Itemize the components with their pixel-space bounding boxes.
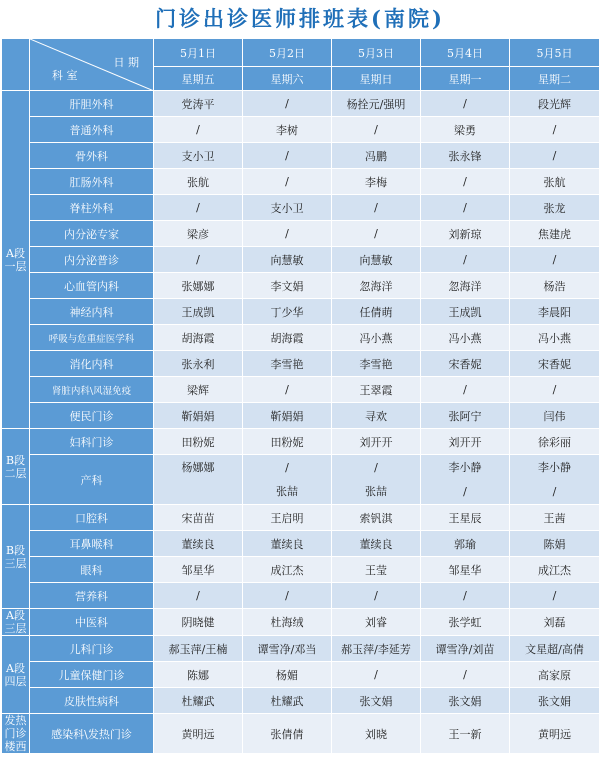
- doctor-cell: /: [421, 662, 510, 688]
- doctor-cell: 张文娟: [421, 688, 510, 714]
- table-row: [2, 325, 600, 351]
- doctor-cell: /: [243, 583, 332, 609]
- doctor-cell: 陈娜: [154, 662, 243, 688]
- doctor-cell: 王莹: [332, 557, 421, 583]
- section-label: A段四层: [2, 636, 30, 714]
- doctor-cell: /: [510, 143, 600, 169]
- doctor-cell: 张永利: [154, 351, 243, 377]
- doctor-cell: 梁辉: [154, 377, 243, 403]
- doctor-cell: 梁彦: [154, 221, 243, 247]
- doctor-cell: /: [154, 117, 243, 143]
- doctor-cell: 胡海霞: [243, 325, 332, 351]
- doctor-cell: 张航: [510, 169, 600, 195]
- doctor-cell: 杨拴元/强明: [332, 91, 421, 117]
- doctor-cell: 冯小燕: [332, 325, 421, 351]
- doctor-cell: /: [154, 583, 243, 609]
- doctor-cell: 成江杰: [243, 557, 332, 583]
- table-row: [2, 195, 600, 221]
- doctor-cell: 刘开开: [332, 429, 421, 455]
- doctor-cell: /: [421, 169, 510, 195]
- table-row: [2, 583, 600, 609]
- dept-name: 内分泌专家: [30, 221, 154, 247]
- date-header: 5月3日: [332, 39, 421, 67]
- doctor-cell: 谭雪净/刘苗: [421, 636, 510, 662]
- doctor-cell: [510, 455, 600, 505]
- date-header: 5月5日: [510, 39, 600, 67]
- dept-name: 营养科: [30, 583, 154, 609]
- doctor-cell: 王翠霞: [332, 377, 421, 403]
- section-label: A段三层: [2, 609, 30, 636]
- dept-name: 儿童保健门诊: [30, 662, 154, 688]
- doctor-cell: 李梅: [332, 169, 421, 195]
- doctor-cell: 阴晓健: [154, 609, 243, 636]
- doctor-cell: 闫伟: [510, 403, 600, 429]
- dept-name: 产科: [30, 455, 154, 505]
- doctor-cell: 忽海洋: [332, 273, 421, 299]
- doctor-cell: /: [332, 662, 421, 688]
- doctor-cell: 徐彩丽: [510, 429, 600, 455]
- doctor-cell: [154, 455, 243, 505]
- dept-axis-label: 科 室: [52, 69, 78, 82]
- doctor-cell: 李雪艳: [332, 351, 421, 377]
- dept-name: 肝胆外科: [30, 91, 154, 117]
- date-axis-label: 日 期: [113, 56, 139, 69]
- doctor-cell: 王星辰: [421, 505, 510, 531]
- doctor-cell: /: [510, 377, 600, 403]
- doctor-cell: 刘新琼: [421, 221, 510, 247]
- section-label: B段二层: [2, 429, 30, 505]
- table-row: [2, 505, 600, 531]
- table-row: [2, 609, 600, 636]
- doctor-cell: /: [332, 117, 421, 143]
- dept-name: 骨外科: [30, 143, 154, 169]
- doctor-cell: 张文娟: [332, 688, 421, 714]
- dept-name: 便民门诊: [30, 403, 154, 429]
- dept-name: 皮肤性病科: [30, 688, 154, 714]
- doctor-cell: /: [421, 583, 510, 609]
- doctor-cell: 杜海绒: [243, 609, 332, 636]
- doctor-cell: 田粉妮: [243, 429, 332, 455]
- doctor-cell: 李晨阳: [510, 299, 600, 325]
- date-header: 5月1日: [154, 39, 243, 67]
- doctor-cell: 成江杰: [510, 557, 600, 583]
- doctor-cell: 冯鹏: [332, 143, 421, 169]
- doctor-cell: 宋香妮: [421, 351, 510, 377]
- table-row: [2, 531, 600, 557]
- dept-name: 中医科: [30, 609, 154, 636]
- doctor-cell: /: [332, 583, 421, 609]
- doctor-name: 张喆: [365, 484, 387, 498]
- doctor-cell: 李文娟: [243, 273, 332, 299]
- doctor-cell: 杜耀武: [243, 688, 332, 714]
- doctor-cell: 冯小燕: [421, 325, 510, 351]
- doctor-cell: 谭雪净/邓当: [243, 636, 332, 662]
- doctor-cell: [332, 455, 421, 505]
- doctor-cell: /: [421, 247, 510, 273]
- doctor-name: /: [285, 460, 289, 474]
- weekday-header: 星期一: [421, 67, 510, 91]
- doctor-cell: 陈娟: [510, 531, 600, 557]
- table-row: [2, 636, 600, 662]
- doctor-cell: 张文娟: [510, 688, 600, 714]
- doctor-cell: 支小卫: [243, 195, 332, 221]
- doctor-cell: 任倩萌: [332, 299, 421, 325]
- doctor-cell: /: [243, 377, 332, 403]
- dept-date-header: [30, 39, 154, 91]
- doctor-cell: 王成凯: [421, 299, 510, 325]
- dept-name: 神经内科: [30, 299, 154, 325]
- table-row: [2, 273, 600, 299]
- dept-name: 呼吸与危重症医学科: [30, 325, 154, 351]
- doctor-name: 李小静: [448, 460, 482, 474]
- table-row: [2, 403, 600, 429]
- doctor-cell: 党涛平: [154, 91, 243, 117]
- doctor-cell: 王一新: [421, 714, 510, 754]
- doctor-cell: 李雪艳: [243, 351, 332, 377]
- table-row: [2, 221, 600, 247]
- doctor-cell: 刘睿: [332, 609, 421, 636]
- doctor-cell: /: [243, 91, 332, 117]
- dept-name: 肛肠外科: [30, 169, 154, 195]
- doctor-cell: 邹星华: [154, 557, 243, 583]
- doctor-cell: 郝玉萍/王楠: [154, 636, 243, 662]
- table-row: [2, 351, 600, 377]
- weekday-header: 星期六: [243, 67, 332, 91]
- doctor-cell: /: [510, 117, 600, 143]
- doctor-cell: 黄明远: [510, 714, 600, 754]
- doctor-cell: 张学虹: [421, 609, 510, 636]
- doctor-name: /: [552, 484, 557, 498]
- weekday-header: 星期五: [154, 67, 243, 91]
- doctor-cell: /: [510, 583, 600, 609]
- doctor-name: /: [374, 460, 378, 474]
- doctor-cell: /: [243, 169, 332, 195]
- doctor-cell: /: [243, 143, 332, 169]
- doctor-cell: 刘磊: [510, 609, 600, 636]
- page-title: 门诊出诊医师排班表(南院): [155, 6, 445, 31]
- table-row: [2, 91, 600, 117]
- table-row: [2, 557, 600, 583]
- doctor-cell: /: [332, 221, 421, 247]
- table-row: [2, 377, 600, 403]
- doctor-cell: 宋香妮: [510, 351, 600, 377]
- table-row: [2, 117, 600, 143]
- doctor-cell: /: [510, 247, 600, 273]
- dept-name: 儿科门诊: [30, 636, 154, 662]
- table-row: [2, 688, 600, 714]
- doctor-cell: 焦建虎: [510, 221, 600, 247]
- doctor-cell: 刘晓: [332, 714, 421, 754]
- dept-name: 脊柱外科: [30, 195, 154, 221]
- table-row: [2, 455, 600, 505]
- doctor-cell: 向慧敏: [243, 247, 332, 273]
- doctor-cell: 高家原: [510, 662, 600, 688]
- doctor-cell: 寻欢: [332, 403, 421, 429]
- doctor-name: 杨娜娜: [181, 460, 215, 474]
- dept-name: 口腔科: [30, 505, 154, 531]
- doctor-cell: 邹星华: [421, 557, 510, 583]
- doctor-name: /: [463, 484, 467, 498]
- doctor-cell: 刘开开: [421, 429, 510, 455]
- dept-name: 心血管内科: [30, 273, 154, 299]
- doctor-cell: 黄明远: [154, 714, 243, 754]
- section-label: A段一层: [2, 91, 30, 429]
- doctor-cell: 李树: [243, 117, 332, 143]
- doctor-cell: 胡海霞: [154, 325, 243, 351]
- doctor-cell: 文星超/高倩: [510, 636, 600, 662]
- doctor-cell: 张阿宁: [421, 403, 510, 429]
- doctor-name: 李小静: [538, 460, 571, 474]
- table-row: [2, 429, 600, 455]
- doctor-cell: /: [332, 195, 421, 221]
- doctor-cell: 郭瑜: [421, 531, 510, 557]
- table-row: [2, 169, 600, 195]
- doctor-cell: /: [421, 91, 510, 117]
- doctor-cell: [243, 455, 332, 505]
- dept-name: 内分泌普诊: [30, 247, 154, 273]
- doctor-cell: 向慧敏: [332, 247, 421, 273]
- doctor-cell: 王茜: [510, 505, 600, 531]
- doctor-cell: 董续良: [154, 531, 243, 557]
- dept-name: 感染科\发热门诊: [30, 714, 154, 754]
- doctor-cell: /: [243, 221, 332, 247]
- doctor-cell: 田粉妮: [154, 429, 243, 455]
- doctor-cell: 郝玉萍/李延芳: [332, 636, 421, 662]
- weekday-header: 星期二: [510, 67, 600, 91]
- doctor-cell: 张倩倩: [243, 714, 332, 754]
- doctor-cell: 支小卫: [154, 143, 243, 169]
- doctor-cell: 宋苗苗: [154, 505, 243, 531]
- dept-name: 妇科门诊: [30, 429, 154, 455]
- doctor-cell: /: [154, 195, 243, 221]
- doctor-cell: /: [154, 247, 243, 273]
- doctor-cell: /: [421, 377, 510, 403]
- dept-name: 眼科: [30, 557, 154, 583]
- doctor-cell: 冯小燕: [510, 325, 600, 351]
- doctor-cell: 张龙: [510, 195, 600, 221]
- dept-name: 耳鼻喉科: [30, 531, 154, 557]
- dept-name: 消化内科: [30, 351, 154, 377]
- dept-name: 肾脏内科\风湿免疫: [30, 377, 154, 403]
- doctor-cell: /: [421, 195, 510, 221]
- date-header: 5月4日: [421, 39, 510, 67]
- table-row: [2, 299, 600, 325]
- doctor-name: 张喆: [276, 484, 298, 498]
- doctor-cell: 王启明: [243, 505, 332, 531]
- weekday-header: 星期日: [332, 67, 421, 91]
- doctor-cell: [421, 455, 510, 505]
- section-label: 发热门诊楼西: [2, 714, 30, 754]
- doctor-cell: 杜耀武: [154, 688, 243, 714]
- doctor-cell: 董续良: [332, 531, 421, 557]
- table-row: [2, 714, 600, 754]
- doctor-cell: 靳娟娟: [243, 403, 332, 429]
- doctor-cell: 杨媚: [243, 662, 332, 688]
- doctor-cell: 杨浩: [510, 273, 600, 299]
- doctor-cell: 梁勇: [421, 117, 510, 143]
- header-corner: [2, 39, 30, 91]
- doctor-cell: 忽海洋: [421, 273, 510, 299]
- schedule-table: [1, 38, 600, 754]
- doctor-cell: 张永锋: [421, 143, 510, 169]
- table-row: [2, 662, 600, 688]
- doctor-cell: 索钒淇: [332, 505, 421, 531]
- section-label: B段三层: [2, 505, 30, 609]
- date-header: 5月2日: [243, 39, 332, 67]
- doctor-cell: 张娜娜: [154, 273, 243, 299]
- table-row: [2, 247, 600, 273]
- doctor-cell: 张航: [154, 169, 243, 195]
- table-row: [2, 143, 600, 169]
- dept-name: 普通外科: [30, 117, 154, 143]
- doctor-cell: 董续良: [243, 531, 332, 557]
- doctor-cell: 王成凯: [154, 299, 243, 325]
- doctor-name: [154, 480, 242, 504]
- doctor-cell: 段光辉: [510, 91, 600, 117]
- doctor-cell: 靳娟娟: [154, 403, 243, 429]
- doctor-cell: 丁少华: [243, 299, 332, 325]
